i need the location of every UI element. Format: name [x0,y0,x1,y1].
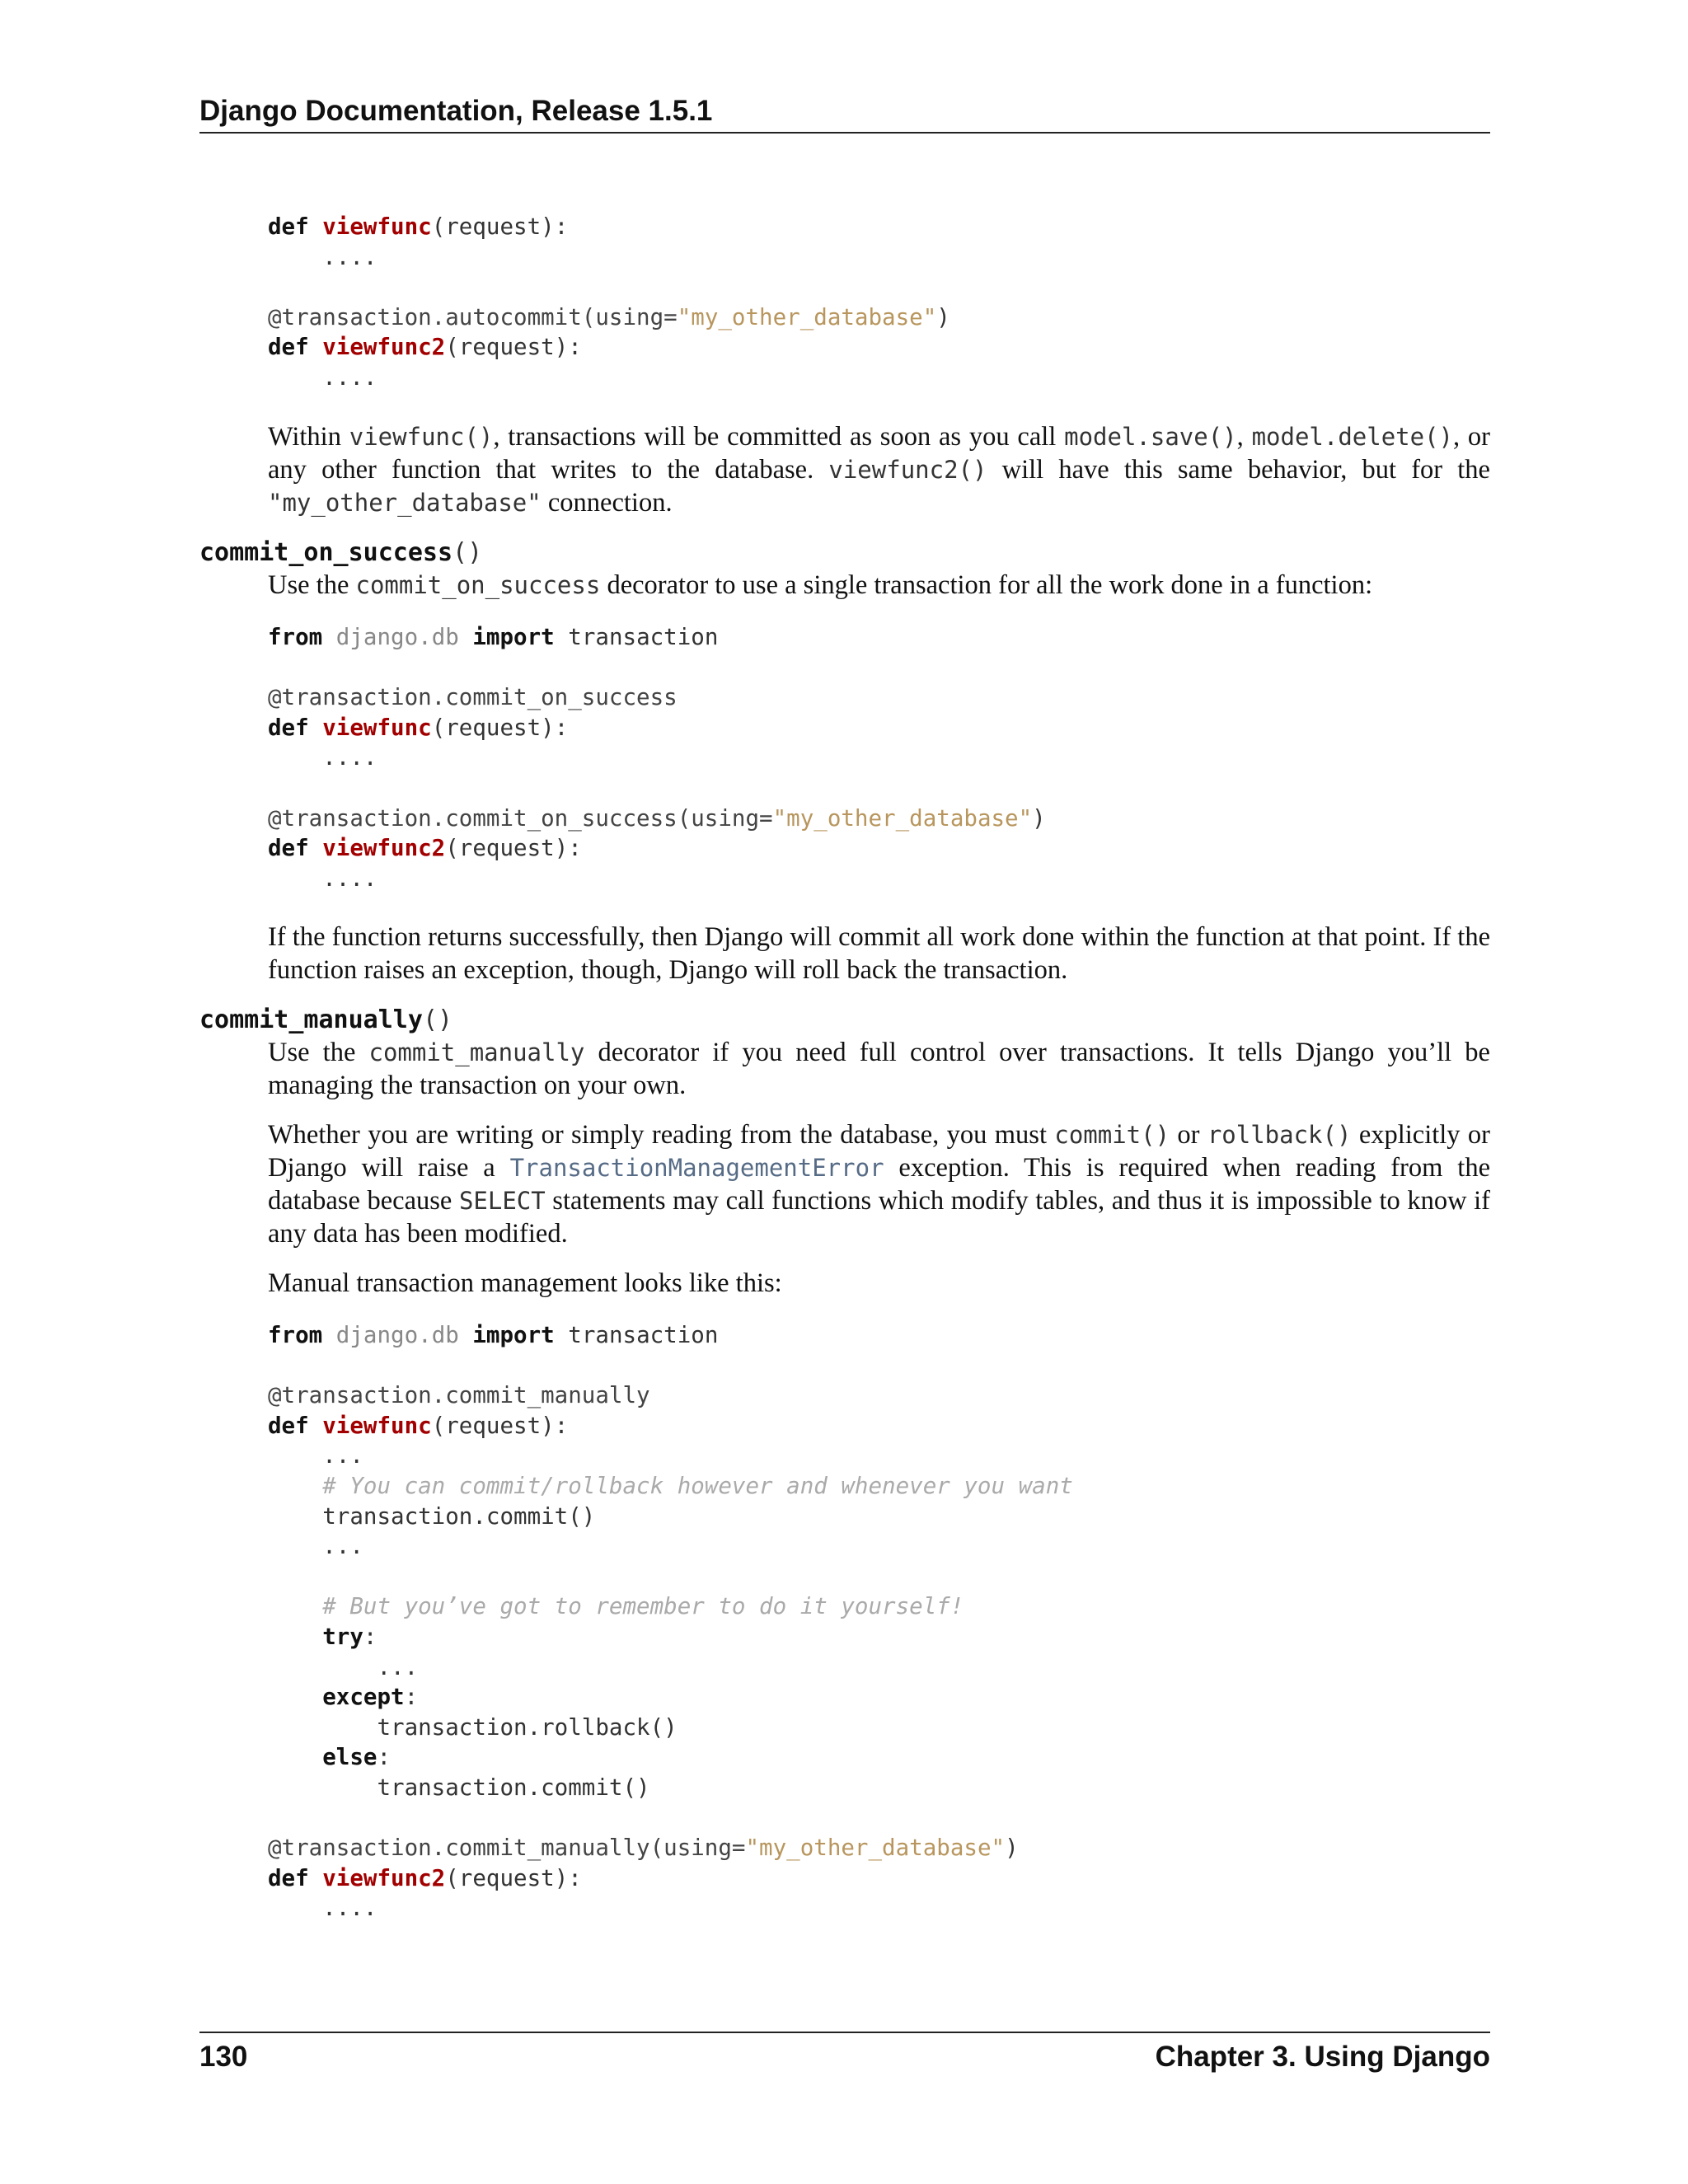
code-keyword: from [268,624,323,650]
code-keyword: try [322,1623,363,1650]
code-text: ) [1032,804,1046,832]
code-block-commit-manually [268,1320,1073,1924]
signature-name: commit_on_success [199,538,453,567]
inline-code: commit() [1054,1121,1170,1149]
code-text: transaction.commit() [268,1774,650,1801]
code-text: .... [268,744,377,771]
code-keyword: def [268,334,309,361]
code-keyword: import [472,1322,555,1348]
text: decorator to use a single transaction for all the work done in a function: [600,570,1373,600]
text: explicitly or Django will raise a [268,1120,1490,1183]
inline-code: viewfunc() [349,423,494,451]
code-keyword: def [268,714,309,741]
code-function-name: viewfunc [322,1412,432,1439]
code-decorator: @transaction.commit_on_success [268,684,678,711]
code-keyword: from [268,1322,323,1348]
text: connection. [541,488,673,518]
signature-parens: () [452,538,483,567]
code-text: (request): [431,714,569,741]
code-decorator: @transaction.commit_on_success(using= [268,804,773,832]
code-text: (request): [431,1412,569,1439]
text: decorator if you need full control over transactions. It tells Django you’ll be managing the transaction on your own. [268,1038,1490,1100]
inline-code: "my_other_database" [268,489,542,517]
code-text: .... [268,1895,377,1922]
code-function-name: viewfunc2 [322,1864,446,1891]
code-module: django.db [335,1322,459,1348]
code-string: "my_other_database" [772,804,1033,832]
text: , transactions will be committed as soon as you call [493,422,1065,452]
code-function-name: viewfunc [322,213,432,240]
code-module: django.db [335,624,459,650]
inline-code: model.delete() [1251,423,1453,451]
code-decorator: @transaction.commit_manually(using= [268,1835,746,1862]
code-function-name: viewfunc2 [322,835,446,862]
signature-parens: () [422,1005,453,1034]
inline-code: rollback() [1207,1121,1352,1149]
code-keyword: def [268,1412,309,1439]
commit-on-success-description [268,569,1490,602]
text: Use the [268,1038,369,1067]
code-text: (request): [445,1864,582,1891]
text: Use the [268,570,356,600]
commit-manually-description [268,1036,1490,1102]
code-block-autocommit [268,212,950,393]
code-text: ) [936,303,950,330]
commit-manually-intro: Manual transaction management looks like this: [268,1268,782,1298]
text: exception. This is required when reading from the database because [268,1153,1490,1216]
code-comment: # You can commit/rollback however and whenever you want [268,1472,1073,1499]
code-keyword: def [268,1864,309,1891]
code-function-name: viewfunc2 [322,334,446,361]
function-signature-commit-on-success [199,537,482,569]
running-footer [199,2032,1490,2076]
text: , or any other function that writes to the database. [268,422,1490,485]
code-text: ... [268,1533,363,1560]
code-text: ... [268,1442,363,1469]
code-keyword: import [472,624,555,650]
autocommit-paragraph [268,420,1490,519]
text: will have this same behavior, but for the [987,455,1490,485]
code-text: transaction [568,624,719,650]
code-text: .... [268,865,377,892]
code-text: : [377,1744,392,1771]
code-text: (request): [445,835,582,862]
code-text: : [404,1684,419,1711]
code-decorator: @transaction.autocommit(using= [268,303,678,330]
code-string: "my_other_database" [745,1835,1006,1862]
code-keyword: def [268,213,309,240]
commit-on-success-after: If the function returns successfully, then Django will commit all work done within the function at that point. If the function raises an exception, though, Django will roll back the transaction. [268,922,1490,985]
inline-code: commit_on_success [355,571,601,599]
text: or [1170,1120,1207,1150]
code-text: transaction.commit() [268,1502,596,1530]
inline-code: commit_manually [368,1038,585,1066]
code-text: transaction [568,1322,719,1348]
inline-code: model.save() [1064,423,1237,451]
code-string: "my_other_database" [677,303,937,330]
text: Within [268,422,349,452]
function-signature-commit-manually [199,1004,452,1037]
commit-manually-explanation [268,1118,1490,1250]
code-keyword: except [322,1684,405,1711]
text: Whether you are writing or simply reading from the database, you must [268,1120,1055,1150]
chapter-title: Chapter 3. Using Django [1155,2041,1490,2073]
code-comment: # But you’ve got to remember to do it yourself! [268,1593,964,1620]
code-text: ) [1005,1835,1019,1862]
code-block-commit-on-success [268,622,1046,893]
transaction-management-error-link[interactable]: TransactionManagementError [509,1154,884,1182]
code-keyword: else [322,1744,377,1771]
code-text: transaction.rollback() [268,1713,678,1741]
page-number: 130 [199,2041,248,2073]
code-text: .... [268,243,377,270]
code-text: (request): [431,213,569,240]
code-decorator: @transaction.commit_manually [268,1382,650,1409]
code-text: .... [268,363,377,391]
code-keyword: def [268,835,309,862]
running-header: Django Documentation, Release 1.5.1 [199,92,1490,134]
text: , [1236,422,1252,452]
code-text: ... [268,1653,419,1680]
text: statements may call functions which modify tables, and thus it is impossible to know if any data has been modified. [268,1186,1490,1249]
code-text: (request): [445,334,582,361]
signature-name: commit_manually [199,1005,423,1034]
inline-code: SELECT [458,1187,546,1215]
inline-code: viewfunc2() [828,456,987,484]
code-text: : [363,1623,377,1650]
code-function-name: viewfunc [322,714,432,741]
